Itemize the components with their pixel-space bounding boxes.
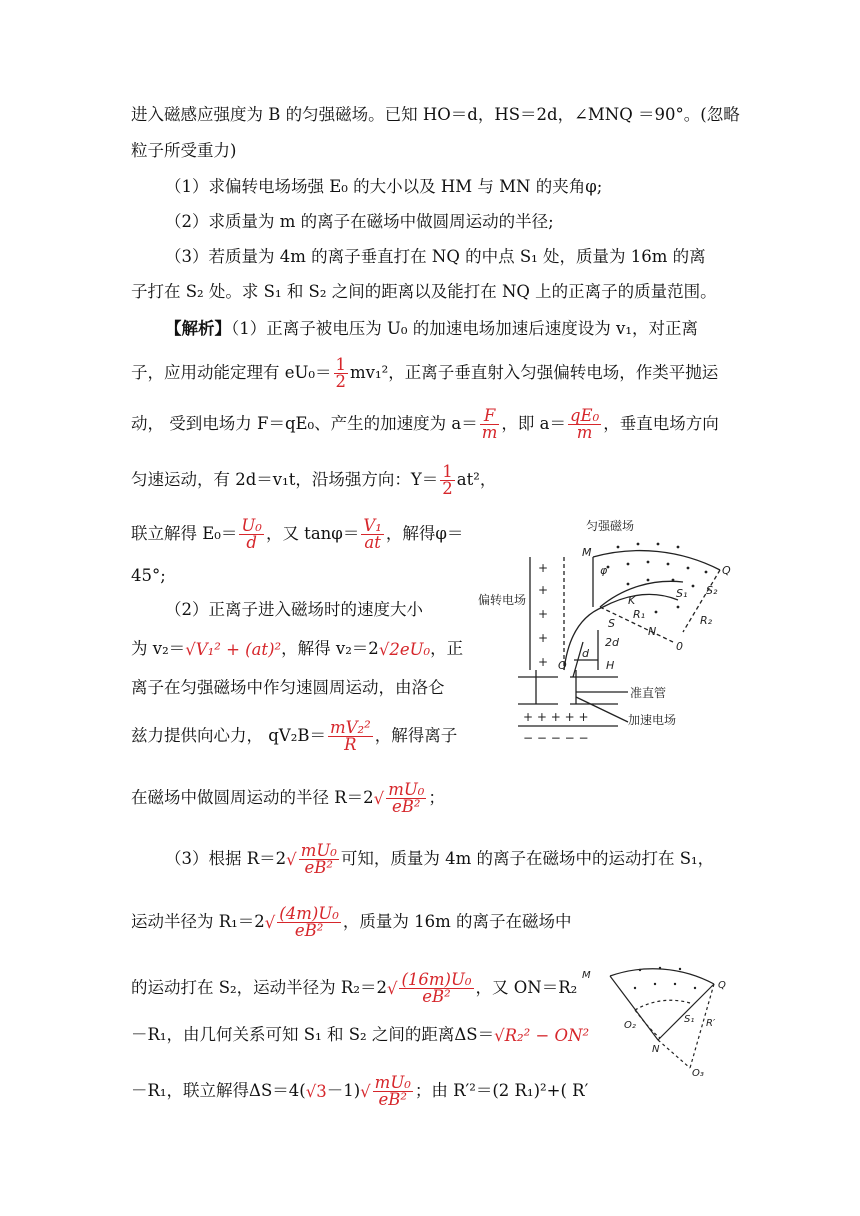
answer-1-line-5 bbox=[131, 518, 463, 551]
text: 动， 受到电场力 F＝qE₀、产生的加速度为 a＝ bbox=[131, 414, 478, 433]
text: －R₁，联立解得ΔS＝4( bbox=[131, 1081, 306, 1100]
label-Q: Q bbox=[718, 980, 726, 991]
text: 在磁场中做圆周运动的半径 R＝2 bbox=[131, 788, 374, 807]
fraction-V1-over-at: $\frac{\text{V₁}}{at}$ bbox=[363, 516, 382, 552]
sqrt-R2-ON: √R₂² − ON² bbox=[494, 1025, 590, 1045]
text: ；由 R′²＝(2 R₁)²+( R′ bbox=[414, 1081, 589, 1100]
label-deflection-field: 偏转电场 bbox=[478, 593, 527, 607]
label-S2: S₂ bbox=[706, 584, 718, 597]
sqrt-2eU0: √2eU₀ bbox=[378, 639, 431, 659]
fraction-qE0-over-m: $\frac{\text{qE₀}}{m}$ bbox=[570, 406, 600, 442]
fraction-mU0-over-eB2: $\frac{\text{mU₀}}{\text{eB²}}$ bbox=[374, 1073, 411, 1109]
sqrt-symbol: √ bbox=[286, 849, 297, 869]
label-K: K bbox=[628, 594, 636, 607]
label-Q: Q bbox=[722, 564, 731, 577]
fraction-F-over-m: $\frac{F}{m}$ bbox=[481, 406, 498, 442]
label-d: d bbox=[582, 647, 589, 660]
fraction-16m: $\frac{\text{(16m)U₀}}{\text{eB²}}$ bbox=[401, 970, 472, 1006]
answer-2-line-4 bbox=[131, 720, 457, 753]
answer-2-line-5 bbox=[131, 782, 445, 815]
answer-3-line-2 bbox=[131, 906, 571, 939]
question-3a: （3）若质量为 4m 的离子垂直打在 NQ 的中点 S₁ 处，质量为 16m 的离 bbox=[165, 247, 706, 266]
answer-2-line-3: 离子在匀强磁场中作匀速圆周运动，由洛仑 bbox=[131, 678, 445, 697]
label-O2: O₂ bbox=[624, 1020, 636, 1031]
fraction-mU0-over-eB2: $\frac{\text{mU₀}}{\text{eB²}}$ bbox=[300, 841, 337, 877]
text: ，解得 v₂＝2 bbox=[281, 639, 379, 658]
sqrt-3: √3 bbox=[305, 1081, 327, 1101]
minus-signs: − − − − − bbox=[523, 731, 589, 744]
text: 运动半径为 R₁＝2 bbox=[131, 912, 265, 931]
sqrt-symbol: √ bbox=[264, 912, 276, 932]
fraction-mU0-over-eB2: $\frac{\text{mU₀}}{\text{eB²}}$ bbox=[388, 780, 425, 816]
plus-sign: + bbox=[538, 561, 549, 575]
plus-sign: + bbox=[538, 655, 549, 669]
text: －1) bbox=[326, 1081, 361, 1100]
question-2: （2）求质量为 m 的离子在磁场中做圆周运动的半径; bbox=[165, 212, 554, 231]
answer-3-line-1 bbox=[165, 843, 714, 876]
answer-1-line-2 bbox=[131, 357, 718, 390]
text: 联立解得 E₀＝ bbox=[131, 524, 238, 543]
answer-3-line-4 bbox=[131, 1023, 589, 1048]
question-3b: 子打在 S₂ 处。求 S₁ 和 S₂ 之间的距离以及能打在 NQ 上的正离子的质量范围。 bbox=[131, 282, 717, 301]
text: 兹力提供向心力， qV₂B＝ bbox=[131, 726, 326, 745]
text: －R₁，由几何关系可知 S₁ 和 S₂ 之间的距离ΔS＝ bbox=[131, 1025, 495, 1044]
label-phi: φ bbox=[600, 564, 608, 577]
label-S1: S₁ bbox=[684, 1014, 695, 1025]
problem-line-2: 粒子所受重力) bbox=[131, 141, 237, 160]
fraction-4m: $\frac{\text{(4m)U₀}}{\text{eB²}}$ bbox=[279, 904, 339, 940]
label-R-prime: R′ bbox=[706, 1018, 716, 1029]
text: 可知，质量为 4m 的离子在磁场中的运动打在 S₁， bbox=[340, 849, 715, 868]
answer-2-line-2 bbox=[131, 637, 463, 662]
label-S: S bbox=[608, 617, 615, 630]
figure-mass-spectrometer bbox=[478, 512, 740, 744]
fraction-half-2: $\frac{1}{2}$ bbox=[442, 462, 453, 498]
text: ，又 ON＝R₂ bbox=[475, 978, 578, 997]
sqrt-symbol: √ bbox=[386, 978, 398, 998]
label-accel-field: 加速电场 bbox=[628, 713, 677, 727]
text: ，即 a＝ bbox=[501, 414, 566, 433]
fraction-half: $\frac{1}{2}$ bbox=[335, 355, 347, 391]
text: ，质量为 16m 的离子在磁场中 bbox=[342, 912, 572, 931]
label-O3: O₃ bbox=[692, 1068, 704, 1076]
text: ，解得离子 bbox=[374, 726, 458, 745]
label-zero: 0 bbox=[676, 640, 683, 653]
plus-signs: + + + + + bbox=[523, 710, 589, 724]
answer-1-line-3 bbox=[131, 408, 719, 441]
text: （1）正离子被电压为 U₀ 的加速电场加速后速度设为 v₁，对正离 bbox=[231, 319, 698, 338]
answer-2-line-1: （2）正离子进入磁场时的速度大小 bbox=[165, 600, 423, 619]
answer-1-line-1 bbox=[165, 317, 698, 341]
answer-1-line-4 bbox=[131, 464, 496, 497]
text: 匀速运动，有 2d＝v₁t，沿场强方向：Y＝ bbox=[131, 470, 439, 489]
text: 为 v₂＝ bbox=[131, 639, 186, 658]
text: ，垂直电场方向 bbox=[603, 414, 719, 433]
text: ，又 tanφ＝ bbox=[265, 524, 360, 543]
label-M: M bbox=[582, 970, 591, 981]
text: mv₁²，正离子垂直射入匀强偏转电场，作类平抛运 bbox=[350, 363, 719, 382]
plus-sign: + bbox=[538, 607, 549, 621]
text: ，解得φ＝ bbox=[385, 524, 464, 543]
label-R2: R₂ bbox=[700, 614, 713, 627]
label-O: O bbox=[558, 659, 567, 672]
label-N: N bbox=[648, 625, 657, 638]
answer-3-line-3 bbox=[131, 972, 577, 1005]
text: at²， bbox=[456, 470, 497, 489]
label-N: N bbox=[652, 1044, 660, 1055]
label-collimator: 准直管 bbox=[630, 686, 667, 700]
label-magnetic-field: 匀强磁场 bbox=[586, 519, 635, 533]
label-R1: R₁ bbox=[633, 608, 646, 621]
label-H: H bbox=[606, 659, 615, 672]
label-S1: S₁ bbox=[676, 587, 688, 600]
answer-3-line-5 bbox=[131, 1075, 588, 1108]
sqrt-symbol: √ bbox=[360, 1081, 371, 1101]
jiexi-label: 【解析】 bbox=[165, 319, 231, 338]
text: ； bbox=[428, 788, 445, 807]
sqrt-v1-at: √V₁² + (at)² bbox=[185, 639, 282, 659]
label-2d: 2d bbox=[605, 636, 619, 649]
label-M: M bbox=[582, 546, 592, 559]
problem-line-1: 进入磁感应强度为 B 的匀强磁场。已知 HO＝d，HS＝2d，∠MNQ ＝90°。(忽略 bbox=[131, 105, 740, 124]
question-1: （1）求偏转电场场强 E₀ 的大小以及 HM 与 MN 的夹角φ; bbox=[165, 177, 603, 196]
text: 子，应用动能定理有 eU₀＝ bbox=[131, 363, 332, 382]
fraction-U0-over-d: $\frac{\text{U₀}}{d}$ bbox=[241, 516, 262, 552]
plus-sign: + bbox=[538, 583, 549, 597]
answer-1-line-6: 45°; bbox=[131, 566, 166, 585]
text: （3）根据 R＝2 bbox=[165, 849, 287, 868]
plus-sign: + bbox=[538, 631, 549, 645]
fraction-mV2-over-R: $\frac{\text{mV₂²}}{R}$ bbox=[329, 718, 371, 754]
sqrt-symbol: √ bbox=[373, 788, 385, 808]
figure-geometry bbox=[580, 948, 740, 1076]
text: ，正 bbox=[430, 639, 464, 658]
text: 的运动打在 S₂，运动半径为 R₂＝2 bbox=[131, 978, 387, 997]
